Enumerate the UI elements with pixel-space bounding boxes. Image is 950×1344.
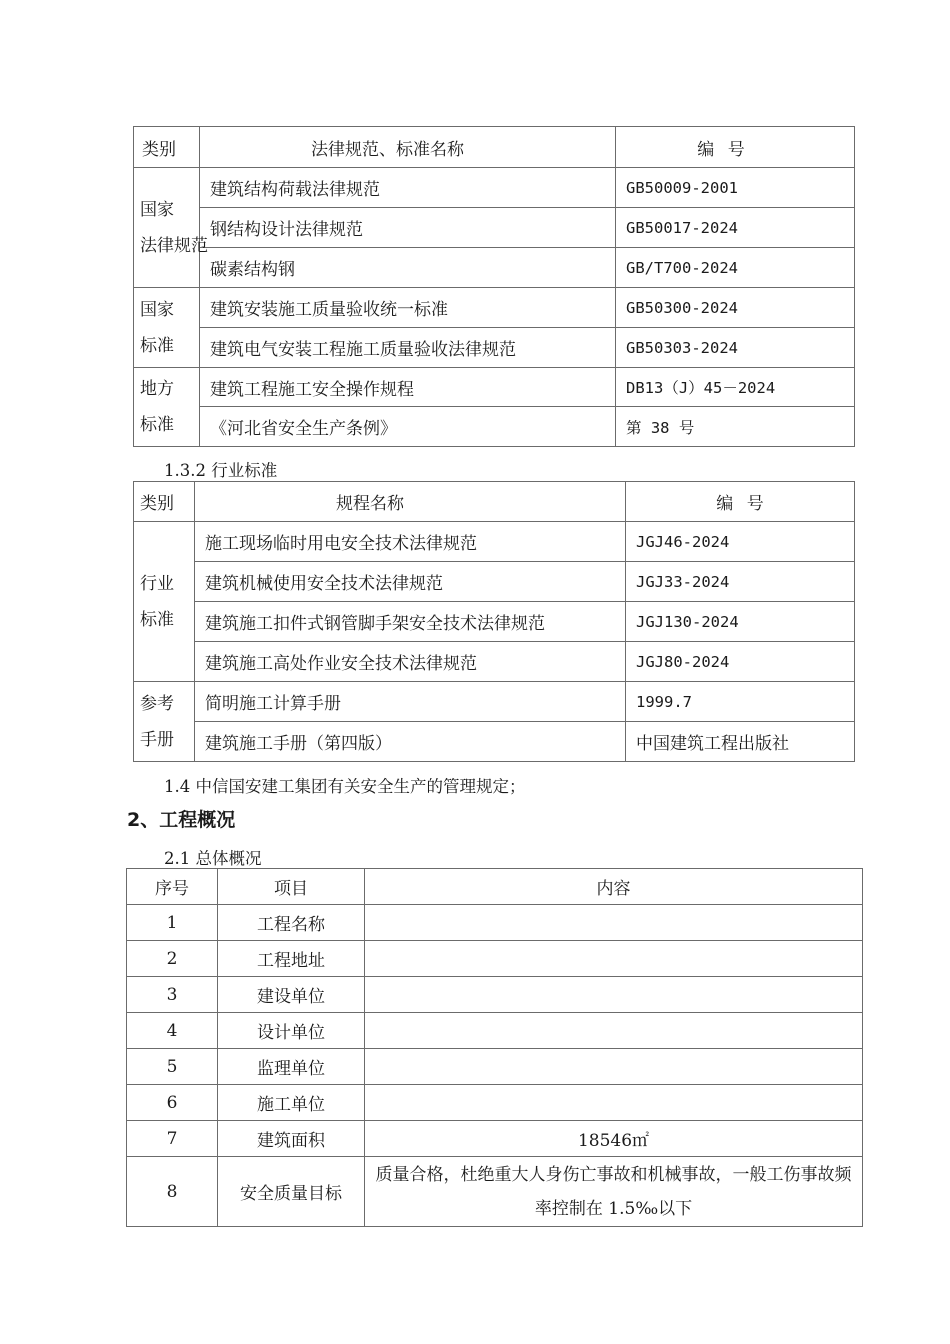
table-row — [127, 977, 863, 1013]
header-code: 编 号 — [616, 127, 855, 168]
table-row — [134, 602, 855, 642]
row-no: 2 — [127, 941, 218, 977]
category-line: 参考 — [140, 693, 174, 714]
table-header-row — [134, 127, 855, 168]
category-cell — [134, 168, 208, 288]
row-no: 6 — [127, 1085, 218, 1121]
row-content — [365, 1085, 863, 1121]
standard-code: GB/T700-2024 — [616, 248, 855, 288]
table-row — [134, 368, 855, 407]
category-cell — [134, 682, 195, 762]
table-row — [134, 248, 855, 288]
category-line: 国家 — [140, 299, 174, 320]
category-cell — [134, 368, 200, 447]
table-row — [134, 208, 855, 248]
project-overview-table — [126, 868, 863, 1227]
category-line: 标准 — [140, 415, 174, 435]
standard-name: 简明施工计算手册 — [195, 682, 626, 722]
category-line: 地方 — [140, 379, 174, 399]
table-row — [127, 1157, 863, 1227]
national-standards-table — [133, 126, 855, 447]
table-row — [127, 941, 863, 977]
section-note-2-1: 2.1 总体概况 — [164, 849, 262, 868]
row-item: 监理单位 — [218, 1049, 365, 1085]
row-content — [365, 977, 863, 1013]
category-line: 手册 — [140, 729, 174, 750]
row-no: 1 — [127, 905, 218, 941]
table-row — [127, 1121, 863, 1157]
table-row — [134, 407, 855, 447]
standard-name: 《河北省安全生产条例》 — [200, 407, 616, 447]
standard-code: JGJ80-2024 — [626, 642, 855, 682]
standard-code: GB50017-2024 — [616, 208, 855, 248]
header-content: 内容 — [365, 869, 863, 905]
row-item: 工程名称 — [218, 905, 365, 941]
row-content: 质量合格，杜绝重大人身伤亡事故和机械事故，一般工伤事故频率控制在 1.5‰以下 — [365, 1157, 863, 1227]
table-header-row — [127, 869, 863, 905]
table-row — [127, 905, 863, 941]
row-content — [365, 941, 863, 977]
standard-name: 建筑施工扣件式钢管脚手架安全技术法律规范 — [195, 602, 626, 642]
header-name: 规程名称 — [195, 482, 626, 522]
standard-name: 建筑机械使用安全技术法律规范 — [195, 562, 626, 602]
standard-code: JGJ33-2024 — [626, 562, 855, 602]
header-category: 类别 — [134, 127, 200, 168]
row-content — [365, 1049, 863, 1085]
standard-code: GB50009-2001 — [616, 168, 855, 208]
table-row — [134, 682, 855, 722]
table-row — [127, 1013, 863, 1049]
standard-code: JGJ46-2024 — [626, 522, 855, 562]
industry-standards-table — [133, 481, 855, 762]
category-line: 行业 — [140, 573, 174, 594]
category-line: 国家 — [140, 199, 174, 220]
row-item: 设计单位 — [218, 1013, 365, 1049]
standard-name: 建筑施工高处作业安全技术法律规范 — [195, 642, 626, 682]
row-content — [365, 1013, 863, 1049]
table-row — [134, 722, 855, 762]
header-name: 法律规范、标准名称 — [200, 127, 616, 168]
table-row — [134, 522, 855, 562]
standard-name: 建筑结构荷载法律规范 — [200, 168, 616, 208]
table-row — [134, 168, 855, 208]
section-2-title: 2、工程概况 — [127, 809, 236, 831]
header-item: 项目 — [218, 869, 365, 905]
table-row — [134, 642, 855, 682]
row-item: 施工单位 — [218, 1085, 365, 1121]
header-category: 类别 — [134, 482, 195, 522]
header-code: 编 号 — [626, 482, 855, 522]
row-no: 3 — [127, 977, 218, 1013]
category-cell — [134, 522, 195, 682]
row-item: 安全质量目标 — [218, 1157, 365, 1227]
row-item: 建设单位 — [218, 977, 365, 1013]
standard-name: 碳素结构钢 — [200, 248, 616, 288]
standard-code: GB50303-2024 — [616, 328, 855, 368]
category-line: 标准 — [140, 609, 174, 630]
category-line: 标准 — [140, 335, 174, 356]
standard-code: DB13（J）45－2024 — [616, 368, 855, 407]
table-header-row — [134, 482, 855, 522]
category-cell — [134, 288, 200, 368]
section-note-1-4: 1.4 中信国安建工集团有关安全生产的管理规定； — [164, 777, 526, 796]
category-line: 法律规范 — [140, 235, 208, 256]
standard-code: 第 38 号 — [616, 407, 855, 447]
standard-code: GB50300-2024 — [616, 288, 855, 328]
table-row — [134, 288, 855, 328]
table-row — [134, 328, 855, 368]
standard-name: 钢结构设计法律规范 — [200, 208, 616, 248]
header-no: 序号 — [127, 869, 218, 905]
table-row — [134, 562, 855, 602]
row-no: 5 — [127, 1049, 218, 1085]
standard-code: JGJ130-2024 — [626, 602, 855, 642]
row-no: 4 — [127, 1013, 218, 1049]
standard-name: 建筑施工手册（第四版） — [195, 722, 626, 762]
standard-name: 建筑工程施工安全操作规程 — [200, 368, 616, 407]
row-item: 建筑面积 — [218, 1121, 365, 1157]
row-no: 7 — [127, 1121, 218, 1157]
standard-name: 施工现场临时用电安全技术法律规范 — [195, 522, 626, 562]
standard-name: 建筑电气安装工程施工质量验收法律规范 — [200, 328, 616, 368]
standard-code: 1999.7 — [626, 682, 855, 722]
section-note-1-3-2: 1.3.2 行业标准 — [164, 461, 278, 480]
standard-name: 建筑安装施工质量验收统一标准 — [200, 288, 616, 328]
table-row — [127, 1085, 863, 1121]
row-content: 18546㎡ — [365, 1121, 863, 1157]
standard-code: 中国建筑工程出版社 — [626, 722, 855, 762]
row-item: 工程地址 — [218, 941, 365, 977]
row-no: 8 — [127, 1157, 218, 1227]
row-content — [365, 905, 863, 941]
table-row — [127, 1049, 863, 1085]
